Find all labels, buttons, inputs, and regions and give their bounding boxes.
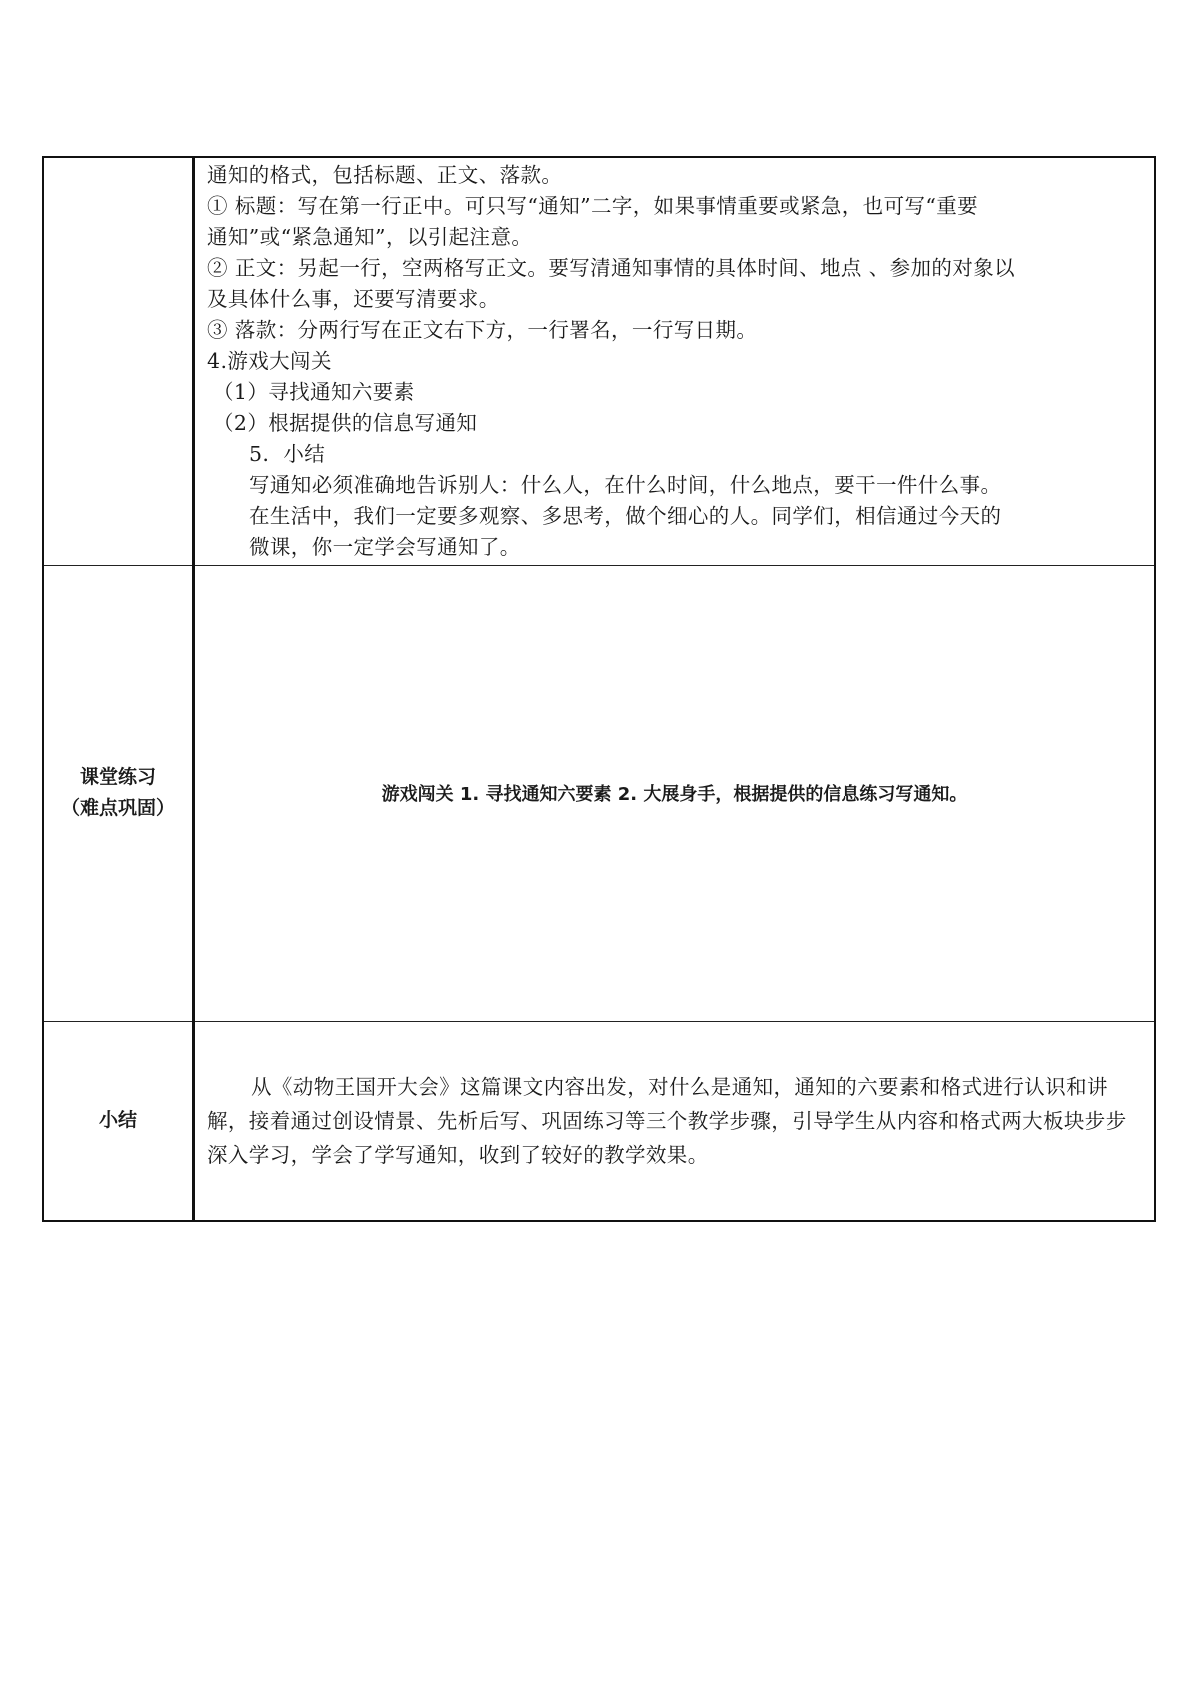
summary-content-cell bbox=[194, 1021, 1156, 1221]
content-line: 4.游戏大闯关 bbox=[207, 349, 332, 373]
content-line: ③ 落款：分两行写在正文右下方，一行署名，一行写日期。 bbox=[207, 318, 758, 342]
table-row-format bbox=[43, 157, 1155, 565]
content-line: 及具体什么事，还要写清要求。 bbox=[207, 287, 500, 311]
format-content-cell bbox=[194, 157, 1156, 565]
content-line: 写通知必须准确地告诉别人：什么人，在什么时间，什么地点，要干一件什么事。 bbox=[249, 473, 1002, 497]
content-line: 通知的格式，包括标题、正文、落款。 bbox=[207, 163, 563, 187]
content-line: 微课，你一定学会写通知了。 bbox=[249, 535, 521, 559]
row-label-empty bbox=[43, 157, 194, 565]
content-line: ② 正文：另起一行，空两格写正文。要写清通知事情的具体时间、地点 、参加的对象以 bbox=[207, 256, 1016, 280]
content-line: 5．小结 bbox=[249, 442, 326, 466]
lesson-plan-table bbox=[42, 156, 1156, 1222]
content-line: （2）根据提供的信息写通知 bbox=[213, 411, 478, 435]
practice-content-cell bbox=[194, 565, 1156, 1021]
content-line: ① 标题：写在第一行正中。可只写“通知”二字，如果事情重要或紧急，也可写“重要 bbox=[207, 194, 979, 218]
summary-content: 从《动物王国开大会》这篇课文内容出发，对什么是通知，通知的六要素和格式进行认识和讲解，接着通过创设情景、先析后写、巩固练习等三个教学步骤，引导学生从内容和格式两大板块步步深入学习，学会了学写通知，收到了较好的教学效果。 bbox=[207, 1074, 1127, 1167]
summary-label-cell bbox=[43, 1021, 194, 1221]
content-line: （1）寻找通知六要素 bbox=[213, 380, 415, 404]
summary-label: 小结 bbox=[98, 1109, 137, 1132]
practice-sublabel: （难点巩固） bbox=[60, 797, 175, 819]
content-line: 在生活中，我们一定要多观察、多思考，做个细心的人。同学们，相信通过今天的 bbox=[249, 504, 1002, 528]
table-row-summary bbox=[43, 1021, 1155, 1221]
practice-label: 课堂练习 bbox=[79, 766, 156, 788]
practice-label-cell bbox=[43, 565, 194, 1021]
table-row-practice bbox=[43, 565, 1155, 1021]
format-content bbox=[195, 158, 1154, 563]
content-line: 通知”或“紧急通知”，以引起注意。 bbox=[207, 225, 533, 249]
practice-content: 游戏闯关 1. 寻找通知六要素 2. 大展身手，根据提供的信息练习写通知。 bbox=[381, 784, 968, 805]
